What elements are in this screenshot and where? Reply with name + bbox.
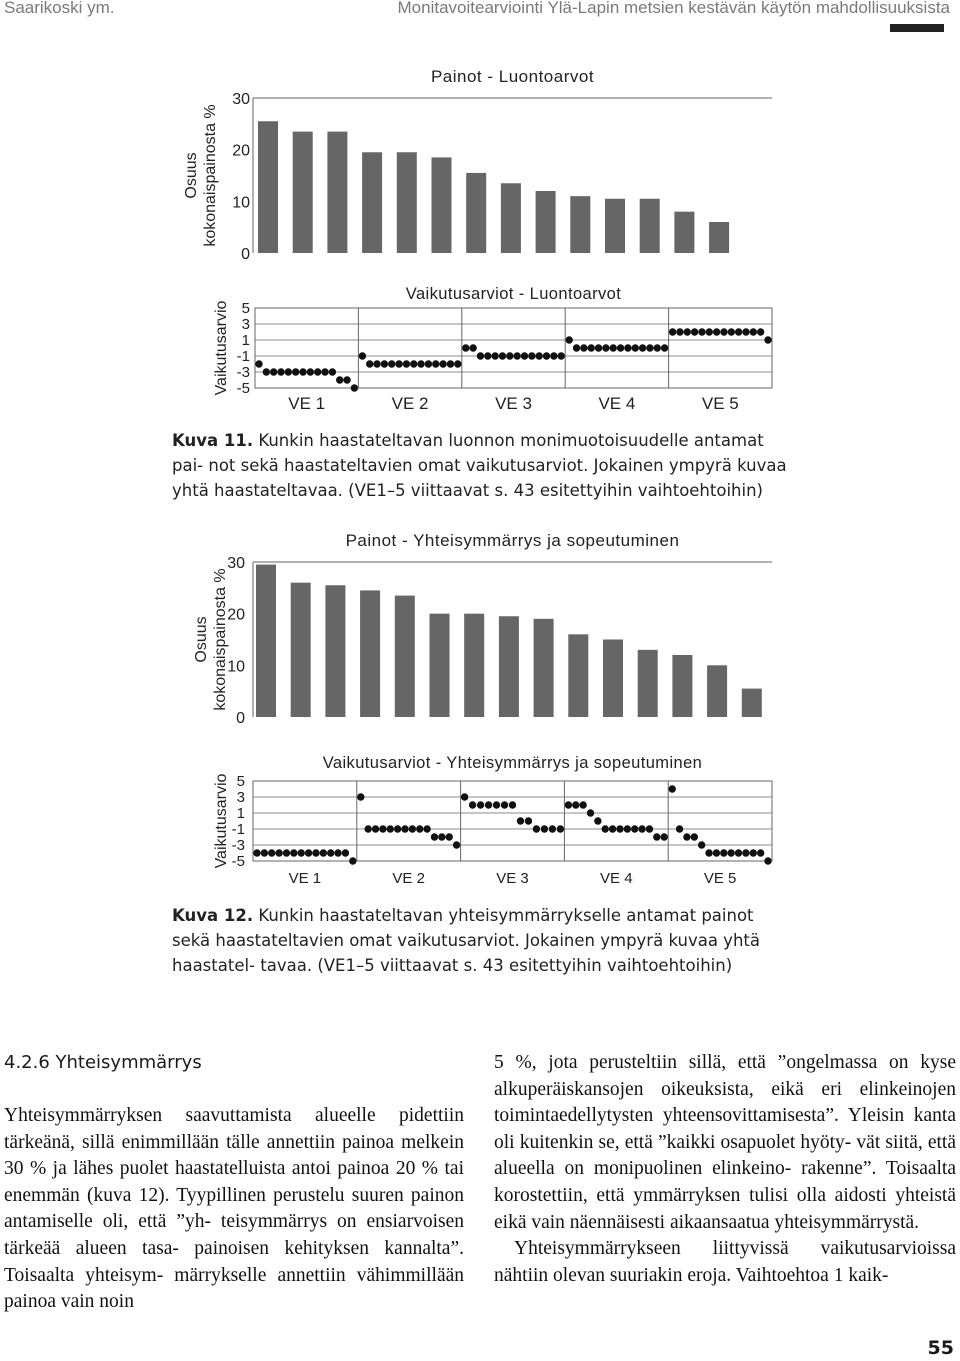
impact-dot <box>461 793 468 800</box>
bar <box>570 196 590 253</box>
impact-dot <box>469 344 476 351</box>
impact-dot <box>379 825 386 832</box>
impact-dot <box>595 344 602 351</box>
impact-dot <box>329 368 336 375</box>
y-axis-label: Osuus kokonaispainosta % <box>193 568 229 711</box>
impact-dot <box>691 833 698 840</box>
impact-dot <box>509 801 516 808</box>
impact-dot <box>521 352 528 359</box>
x-category-label: VE 2 <box>392 870 425 887</box>
impact-dot <box>299 368 306 375</box>
x-category-label: VE 5 <box>701 394 739 413</box>
impact-dot <box>336 376 343 383</box>
y-axis-label: Vaikutusarvio <box>213 300 230 396</box>
bar <box>674 212 694 253</box>
bar <box>499 616 519 717</box>
impact-dot <box>646 825 653 832</box>
y-tick-label: 20 <box>227 606 245 624</box>
impact-dot <box>491 352 498 359</box>
impact-dot <box>485 801 492 808</box>
impact-dot <box>683 833 690 840</box>
impact-dot <box>343 376 350 383</box>
impact-dot <box>253 849 260 856</box>
impact-dot <box>255 360 262 367</box>
y-tick-label: 0 <box>236 710 245 727</box>
plot-frame <box>253 781 772 861</box>
y-tick-label: 5 <box>241 300 250 317</box>
impact-dot <box>624 344 631 351</box>
bar <box>742 689 762 717</box>
impact-dot <box>735 328 742 335</box>
impact-dot <box>334 849 341 856</box>
impact-dot <box>573 344 580 351</box>
figure-11-caption <box>172 428 792 503</box>
impact-dot <box>290 849 297 856</box>
impact-dot <box>410 360 417 367</box>
impact-dot <box>364 825 371 832</box>
x-category-label: VE 5 <box>703 870 737 887</box>
impact-dot <box>594 817 601 824</box>
impact-dot <box>742 328 749 335</box>
impact-dot <box>314 368 321 375</box>
y-axis-label: Osuus kokonaispainosta % <box>183 104 219 247</box>
impact-dot <box>610 344 617 351</box>
impact-dot <box>462 344 469 351</box>
impact-dot <box>691 328 698 335</box>
impact-dot <box>432 360 439 367</box>
x-category-label: VE 4 <box>600 870 633 887</box>
impact-dot <box>535 352 542 359</box>
impact-dot <box>277 368 284 375</box>
impact-dot <box>439 360 446 367</box>
figure-12-label: Kuva 12. <box>172 906 254 925</box>
impact-dot <box>750 849 757 856</box>
impact-dot <box>401 825 408 832</box>
impact-dot <box>557 825 564 832</box>
impact-dot <box>533 825 540 832</box>
impact-dot <box>661 344 668 351</box>
impact-dot <box>423 825 430 832</box>
impact-dot <box>321 368 328 375</box>
impact-dot <box>624 825 631 832</box>
impact-dot <box>550 352 557 359</box>
x-category-label: VE 1 <box>288 394 326 413</box>
bar <box>432 157 452 253</box>
impact-dot <box>387 825 394 832</box>
impact-dot <box>431 833 438 840</box>
impact-dot <box>499 352 506 359</box>
bar <box>640 199 660 253</box>
y-tick-label: 20 <box>232 142 250 160</box>
bar <box>256 565 276 717</box>
header-title: Monitavoitearviointi Ylä-Lapin metsien kestävän käytön mahdollisuuksista <box>397 0 950 17</box>
right-column <box>494 1050 956 1289</box>
impact-dot <box>646 344 653 351</box>
impact-dot <box>395 360 402 367</box>
y-tick-label: 10 <box>227 658 245 676</box>
x-category-label: VE 2 <box>391 394 429 413</box>
impact-dot <box>477 801 484 808</box>
impact-dot <box>477 352 484 359</box>
impact-dot <box>454 360 461 367</box>
impact-dot <box>403 360 410 367</box>
impact-dot <box>388 360 395 367</box>
impact-dot <box>320 849 327 856</box>
y-tick-label: -3 <box>231 837 245 854</box>
impact-dot <box>565 801 572 808</box>
impact-dot <box>270 368 277 375</box>
impact-dot <box>698 328 705 335</box>
impact-dot <box>638 825 645 832</box>
bar <box>605 199 625 253</box>
impact-dot <box>698 841 705 848</box>
impact-dot <box>639 344 646 351</box>
impact-dot <box>285 368 292 375</box>
bar <box>430 614 450 717</box>
impact-dot <box>632 344 639 351</box>
impact-dot <box>609 825 616 832</box>
impact-dot <box>292 368 299 375</box>
y-tick-label: 3 <box>236 789 245 806</box>
impact-dot <box>728 328 735 335</box>
bar <box>603 640 623 718</box>
impact-dot <box>587 809 594 816</box>
impact-dot <box>566 336 573 343</box>
impact-dot <box>602 344 609 351</box>
impact-dot <box>631 825 638 832</box>
impact-dot <box>425 360 432 367</box>
impact-dot <box>275 849 282 856</box>
bar <box>568 634 588 717</box>
impact-dot <box>327 849 334 856</box>
bar <box>395 596 415 717</box>
bar <box>638 650 658 717</box>
figure-12-caption <box>172 903 792 978</box>
bar <box>291 583 311 717</box>
impact-dot <box>676 825 683 832</box>
plot-frame <box>255 308 772 388</box>
impact-dot <box>720 328 727 335</box>
chart-title: Painot - Yhteisymmärrys ja sopeutuminen <box>345 531 680 550</box>
section-heading: 4.2.6 Yhteisymmärrys <box>4 1052 202 1073</box>
impact-dot <box>416 825 423 832</box>
x-category-label: VE 3 <box>495 394 532 413</box>
bar <box>709 222 729 253</box>
impact-dot <box>653 833 660 840</box>
left-column <box>4 1103 464 1316</box>
impact-dot <box>558 352 565 359</box>
bar <box>258 121 278 253</box>
impact-dot <box>453 841 460 848</box>
y-tick-label: -3 <box>236 364 250 381</box>
y-tick-label: 10 <box>232 194 250 212</box>
chart-title: Vaikutusarviot - Yhteisymmärrys ja sopeutuminen <box>322 754 703 772</box>
impact-dot <box>617 344 624 351</box>
impact-dot <box>541 825 548 832</box>
impact-dot <box>713 328 720 335</box>
impact-dot <box>757 328 764 335</box>
impact-dot <box>602 825 609 832</box>
impact-dot <box>263 368 270 375</box>
y-tick-label: -5 <box>231 853 245 870</box>
bar <box>325 585 345 717</box>
y-axis-label: Vaikutusarvio <box>213 773 230 869</box>
y-tick-label: 30 <box>227 555 245 572</box>
figure-11-label: Kuva 11. <box>172 431 254 450</box>
impact-dot <box>305 849 312 856</box>
impact-dot <box>342 849 349 856</box>
impact-dot <box>572 801 579 808</box>
impact-dot <box>528 352 535 359</box>
y-tick-label: 3 <box>241 316 250 333</box>
bar <box>327 132 347 253</box>
impact-dot <box>654 344 661 351</box>
impact-dot <box>616 825 623 832</box>
impact-dot <box>750 328 757 335</box>
bar <box>464 614 484 717</box>
impact-dot <box>506 352 513 359</box>
y-tick-label: 5 <box>236 773 245 790</box>
bar <box>293 132 313 253</box>
impact-dot <box>349 857 356 864</box>
impact-dot <box>713 849 720 856</box>
impact-dot <box>373 360 380 367</box>
impact-dot <box>357 793 364 800</box>
impact-dot <box>706 328 713 335</box>
impact-dot <box>735 849 742 856</box>
page-number: 55 <box>927 1337 954 1359</box>
impact-dot <box>501 801 508 808</box>
impact-dot <box>409 825 416 832</box>
impact-dot <box>447 360 454 367</box>
impact-dot <box>446 833 453 840</box>
impact-dot <box>764 857 771 864</box>
impact-dot <box>261 849 268 856</box>
bar <box>534 619 554 717</box>
impact-dot <box>588 344 595 351</box>
impact-dot <box>268 849 275 856</box>
bar <box>672 655 692 717</box>
bar <box>536 191 556 253</box>
x-category-label: VE 1 <box>288 870 322 887</box>
bar <box>501 183 521 253</box>
impact-dot <box>720 849 727 856</box>
left-paragraph: Yhteisymmärryksen saavuttamista alueelle pidettiin tärkeänä, sillä enimmillään tälle annettiin painoa melkein 30 % ja lähes puolet haastatelluista antoi painoa 20 % tai enemmän (kuva 12). Tyypillinen perustelu suuren painon antamiselle oli, että ”yh- teisymmärrys on ensiarvoisen tärkeää alueen tasa- painoisen kehityksen kannalta”. Toisaalta yhteisym- märrykselle annettiin vähimmillään painoa vain noin <box>4 1105 464 1313</box>
bar <box>360 590 380 717</box>
y-tick-label: 1 <box>241 332 250 349</box>
y-tick-label: 1 <box>236 805 245 822</box>
chart-title: Painot - Luontoarvot <box>430 67 595 86</box>
y-tick-label: -1 <box>231 821 245 838</box>
bar <box>397 152 417 253</box>
impact-dot <box>484 352 491 359</box>
impact-dot <box>438 833 445 840</box>
impact-dot <box>705 849 712 856</box>
impact-dot <box>669 328 676 335</box>
y-tick-label: -5 <box>236 380 250 397</box>
impact-dot <box>727 849 734 856</box>
x-category-label: VE 4 <box>598 394 636 413</box>
impact-dot <box>669 785 676 792</box>
impact-dot <box>351 384 358 391</box>
impact-dot <box>517 817 524 824</box>
y-tick-label: 0 <box>241 246 250 263</box>
impact-dot <box>549 825 556 832</box>
impact-dot <box>661 833 668 840</box>
impact-dot <box>283 849 290 856</box>
y-tick-label: 30 <box>232 91 250 108</box>
header-authors: Saarikoski ym. <box>4 0 115 17</box>
impact-dot <box>372 825 379 832</box>
impact-dot <box>298 849 305 856</box>
bar <box>362 152 382 253</box>
impact-dot <box>381 360 388 367</box>
impact-dot <box>469 801 476 808</box>
y-tick-label: -1 <box>236 348 250 365</box>
impact-dot <box>579 801 586 808</box>
bar <box>707 665 727 717</box>
bar <box>466 173 486 253</box>
impact-dot <box>764 336 771 343</box>
impact-dot <box>543 352 550 359</box>
chart-title: Vaikutusarviot - Luontoarvot <box>405 285 622 303</box>
impact-dot <box>676 328 683 335</box>
impact-dot <box>394 825 401 832</box>
impact-dot <box>359 352 366 359</box>
figure-12-text: Kunkin haastateltavan yhteisymmärrykselle antamat painot sekä haastateltavien omat vaikutusarviot. Jokainen ympyrä kuvaa yhtä haastatel- tavaa. (VE1–5 viittaavat s. 43 esitettyihin vaihtoehtoihin) <box>172 906 760 975</box>
impact-dot <box>525 817 532 824</box>
right-paragraph-2: Yhteisymmärrykseen liittyvissä vaikutusarvioissa nähtiin olevan suuriakin eroja. Vaihtoehtoa 1 kaik- <box>494 1238 956 1286</box>
impact-dot <box>493 801 500 808</box>
impact-dot <box>312 849 319 856</box>
x-category-label: VE 3 <box>496 870 529 887</box>
impact-dot <box>307 368 314 375</box>
impact-dot <box>417 360 424 367</box>
impact-dot <box>757 849 764 856</box>
impact-dot <box>580 344 587 351</box>
right-paragraph-1: 5 %, jota perusteltiin sillä, että ”ongelmassa on kyse alkuperäiskansojen oikeuksista, eikä eri elinkeinojen toimintaedellytysten yhteensovittamisesta”. Yleisin kanta oli kuitenkin se, että ”kaikki osapuolet hyöty- vät siitä, että alueella on monipuolinen elinkeino- rakenne”. Toisaalta korostettiin, että ymmärryksen tulisi olla aidosti yhteistä eikä vain näennäisesti aikaansaatua yhteisymmärrystä. <box>494 1052 956 1233</box>
impact-dot <box>742 849 749 856</box>
impact-dot <box>684 328 691 335</box>
impact-dot <box>366 360 373 367</box>
impact-dot <box>513 352 520 359</box>
figure-11-text: Kunkin haastateltavan luonnon monimuotoisuudelle antamat pai- not sekä haastateltavien omat vaikutusarviot. Jokainen ympyrä kuvaa yhtä haastateltavaa. (VE1–5 viittaavat s. 43 esitettyihin vaihtoehtoihin) <box>172 431 787 500</box>
